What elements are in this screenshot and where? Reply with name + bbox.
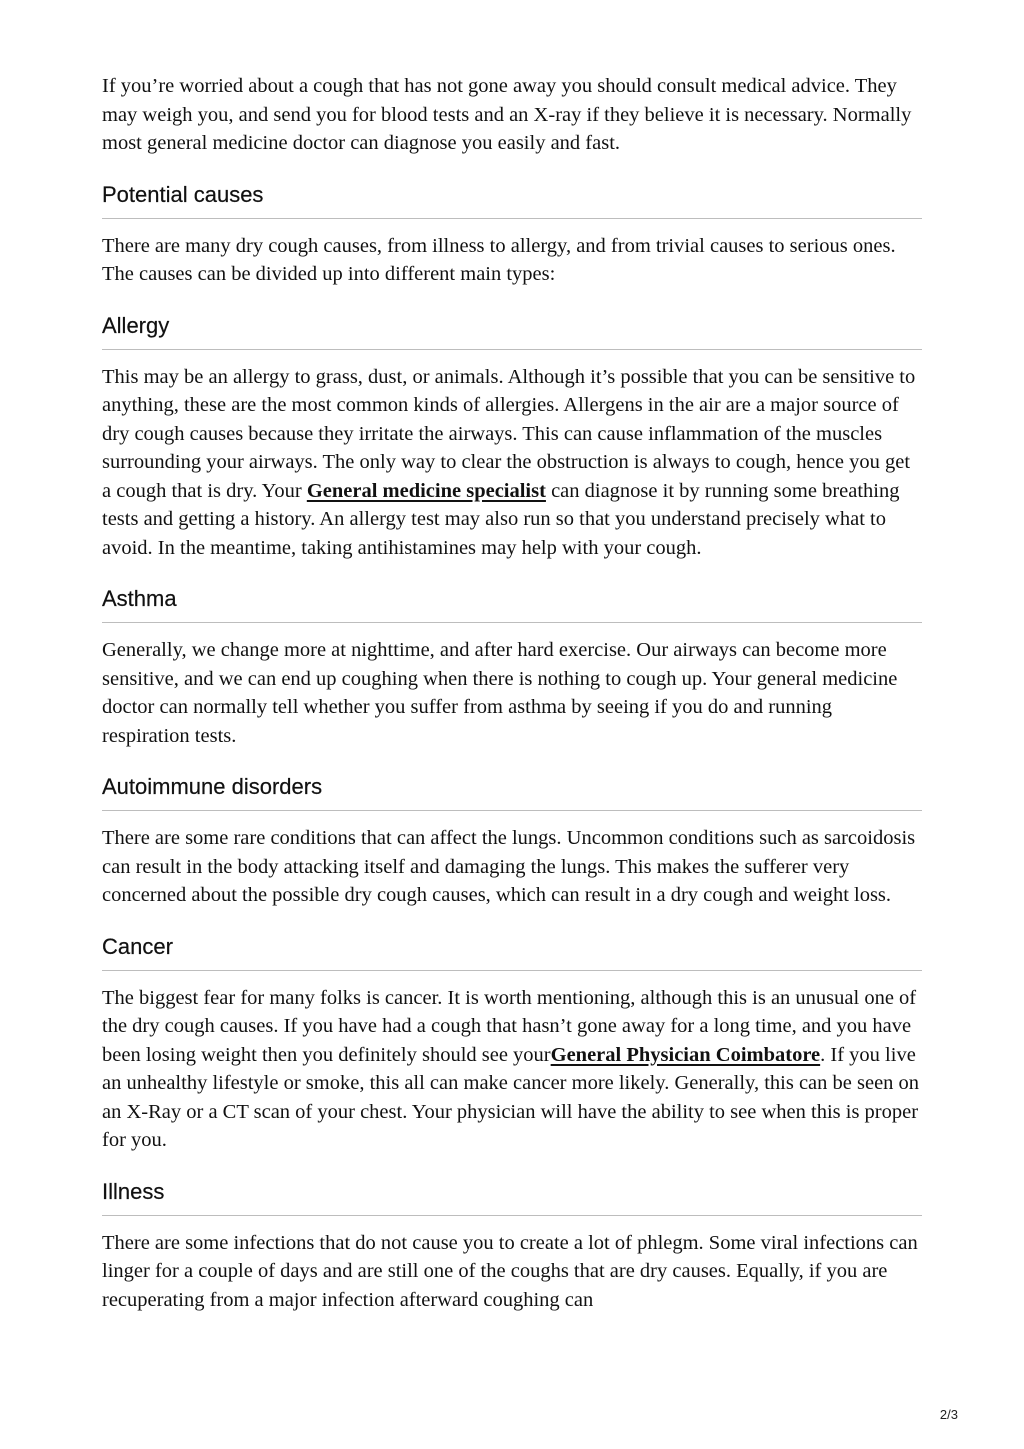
- section-heading: Asthma: [102, 586, 922, 623]
- section-paragraph: There are many dry cough causes, from illness to allergy, and from trivial causes to serious ones. The causes can be divided up into different main types:: [102, 234, 896, 285]
- section-paragraph: [102, 363, 922, 563]
- section-heading: Autoimmune disorders: [102, 774, 922, 811]
- section-asthma: [102, 586, 922, 750]
- page-number: 2/3: [939, 1407, 958, 1422]
- article-body: [102, 72, 922, 1338]
- paragraph-text: . If you live an unhealthy lifestyle or smoke, this all can make cancer more likely. Generally, this can be seen on an X-Ray or a CT scan of your chest. Your physician will have the ability to see when this is proper for you.: [102, 1043, 920, 1151]
- paragraph-text: can diagnose it by running some breathing tests and getting a history. An allergy test may also run so that you understand precisely what to avoid. In the meantime, taking antihistamines may help with your cough.: [102, 479, 900, 559]
- general-medicine-specialist-link[interactable]: General medicine specialist: [306, 479, 546, 502]
- paragraph-text: This may be an allergy to grass, dust, or animals. Although it’s possible that you can be sensitive to anything, these are the most common kinds of allergies. Allergens in the air are a major source of dry cough causes because they irritate the airways. This can cause inflammation of the muscles surrounding your airways. The only way to clear the obstruction is always to cough, hence you get a cough that is dry. Your: [102, 365, 916, 502]
- section-paragraph: Generally, we change more at nighttime, and after hard exercise. Our airways can become more sensitive, and we can end up coughing when there is nothing to cough up. Your general medicine doctor can normally tell whether you suffer from asthma by seeing if you do and running respiration tests.: [102, 639, 898, 747]
- section-autoimmune-disorders: [102, 774, 922, 910]
- section-heading: Allergy: [102, 313, 922, 350]
- section-heading: Potential causes: [102, 182, 922, 219]
- section-potential-causes: [102, 182, 922, 289]
- section-paragraph: There are some infections that do not cause you to create a lot of phlegm. Some viral infections can linger for a couple of days and are still one of the coughs that are dry causes. Equally, if you are recuperating from a major infection afterward coughing can: [102, 1231, 918, 1311]
- intro-paragraph: If you’re worried about a cough that has not gone away you should consult medical advice. They may weigh you, and send you for blood tests and an X-ray if they believe it is necessary. Normally most general medicine doctor can diagnose you easily and fast.: [102, 75, 912, 154]
- section-paragraph: There are some rare conditions that can affect the lungs. Uncommon conditions such as sarcoidosis can result in the body attacking itself and damaging the lungs. This makes the sufferer very concerned about the possible dry cough causes, which can result in a dry cough and weight loss.: [102, 827, 916, 906]
- section-heading: Illness: [102, 1179, 922, 1216]
- paragraph-text: The biggest fear for many folks is cancer. It is worth mentioning, although this is an unusual one of the dry cough causes. If you have had a cough that hasn’t gone away for a long time, and you have been losing weight then you definitely should see your: [102, 986, 917, 1066]
- section-heading: Cancer: [102, 934, 922, 971]
- section-allergy: [102, 313, 922, 563]
- section-paragraph: [102, 984, 922, 1155]
- section-illness: [102, 1179, 922, 1315]
- general-physician-coimbatore-link[interactable]: General Physician Coimbatore: [550, 1043, 821, 1066]
- section-cancer: [102, 934, 922, 1155]
